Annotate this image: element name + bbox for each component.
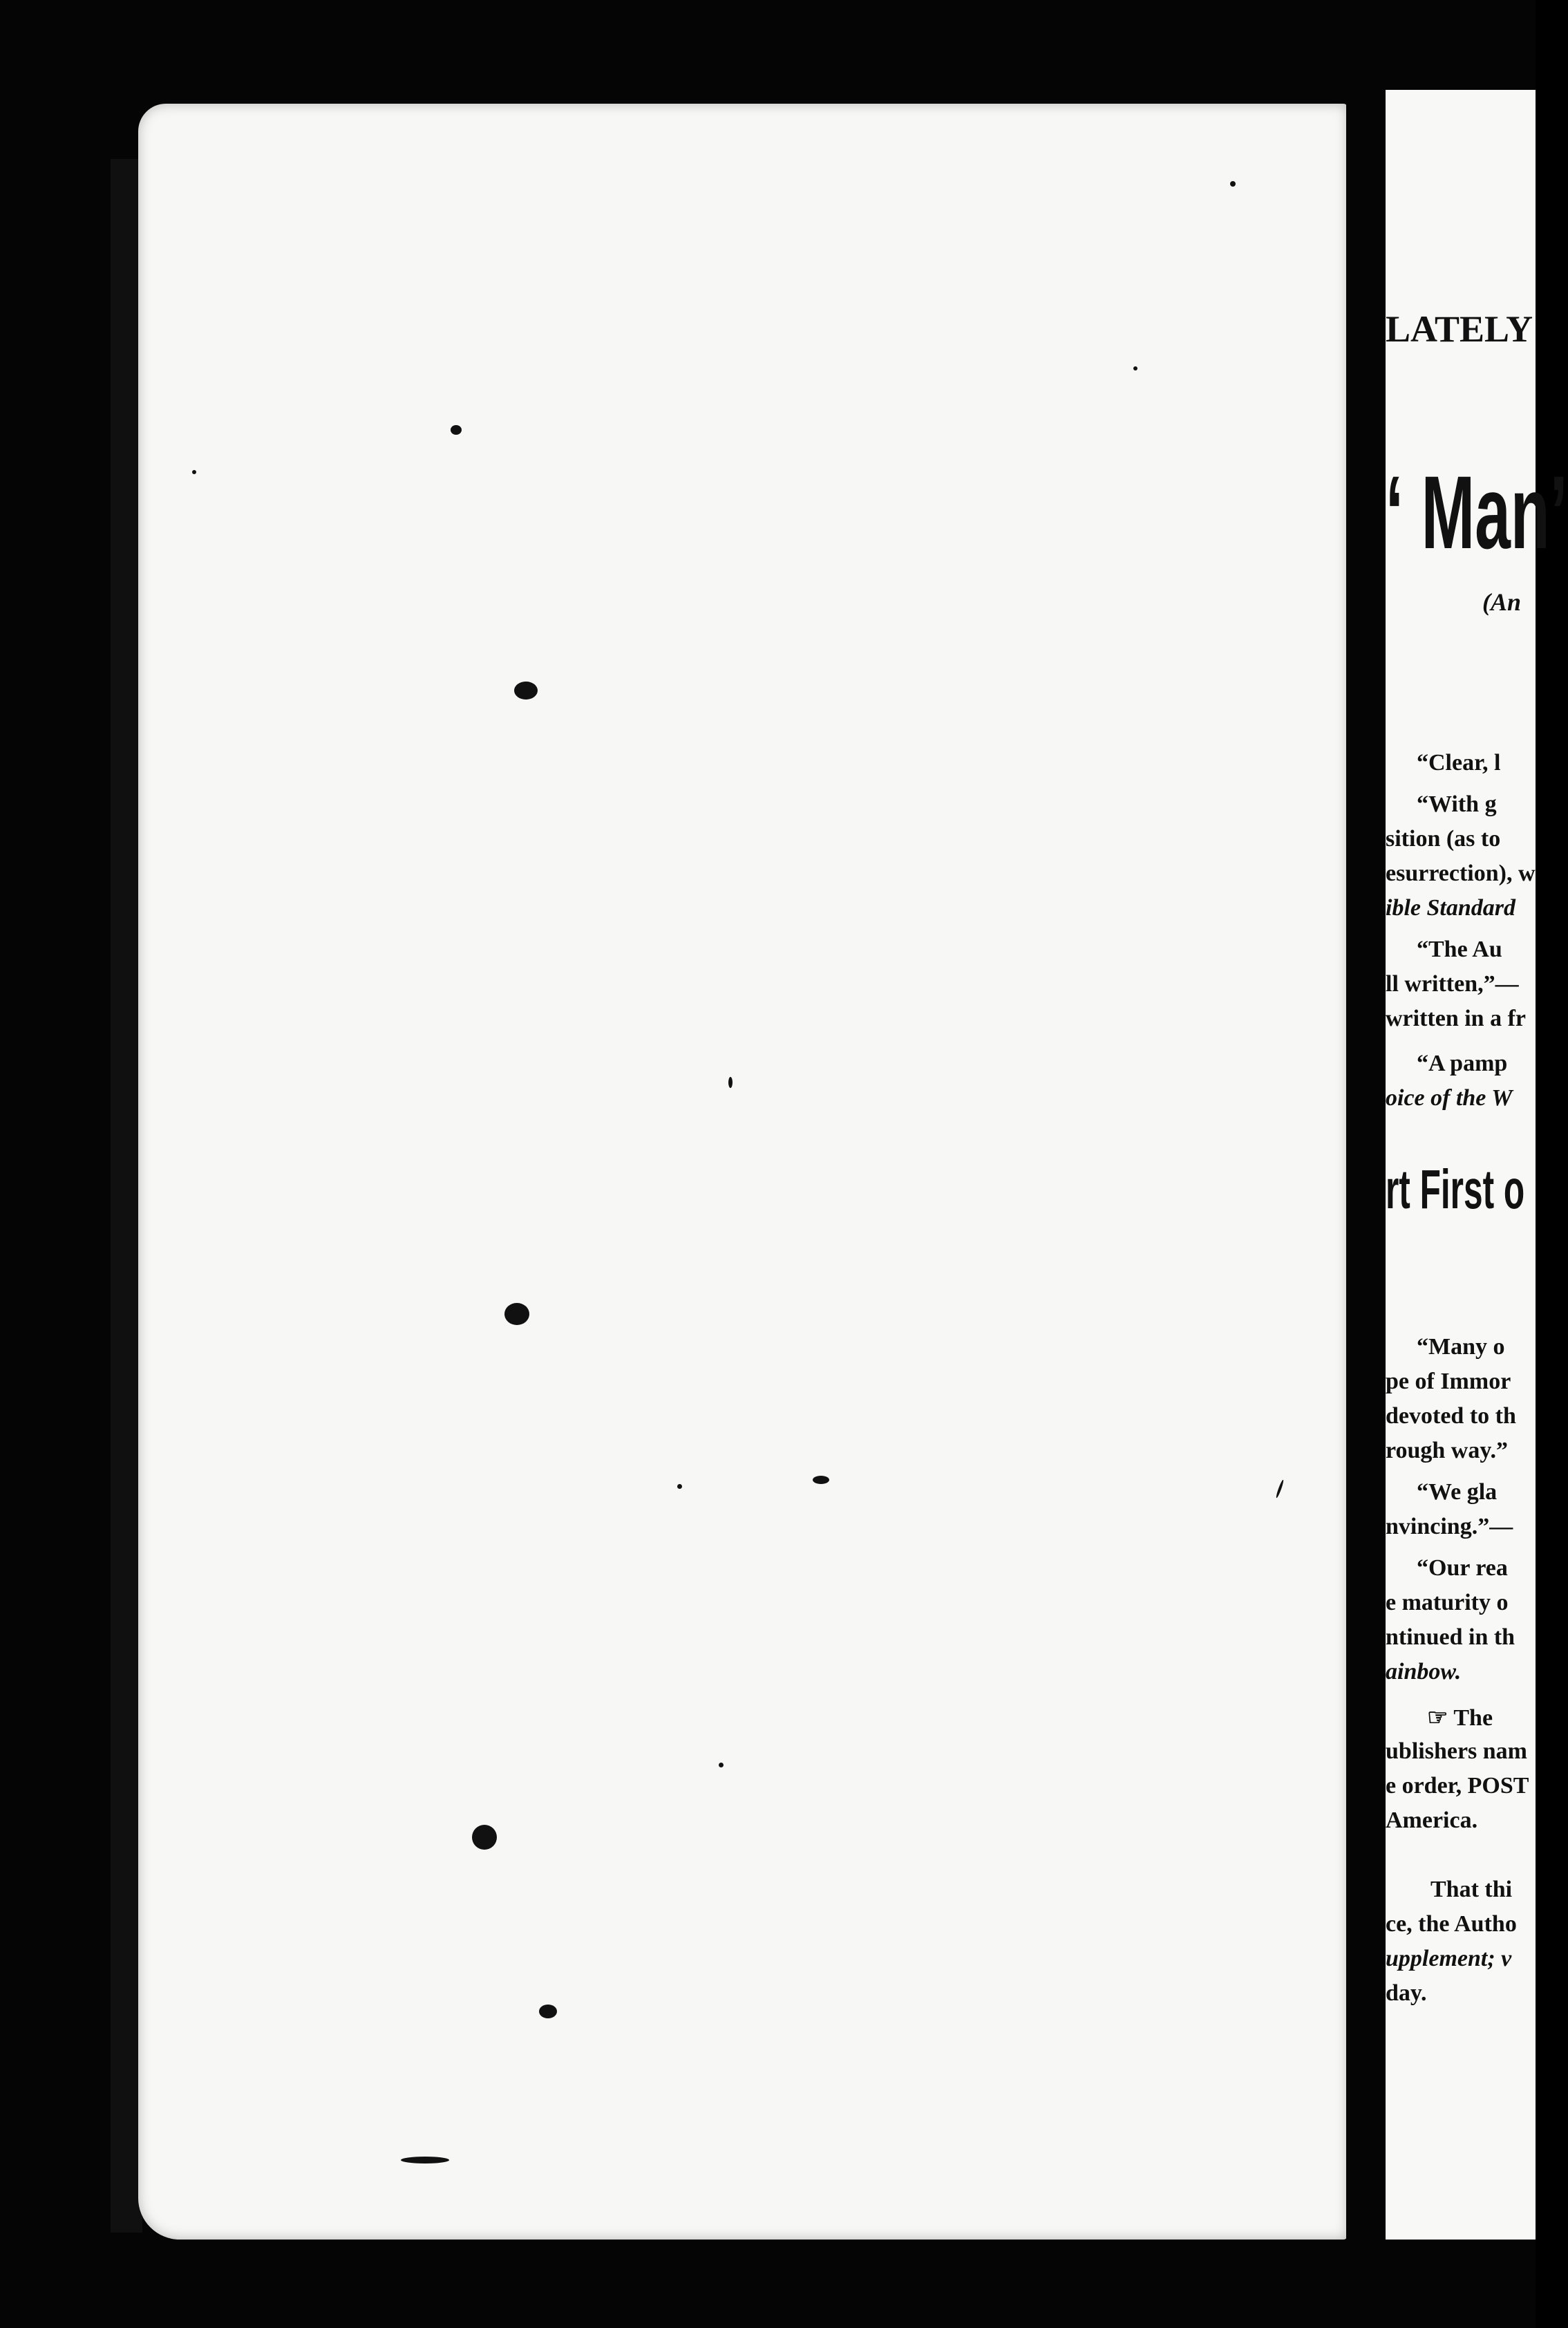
text-line: “Clear, l — [1417, 750, 1501, 776]
text-line: “The Au — [1417, 937, 1502, 962]
text-line: ublishers nam — [1386, 1738, 1527, 1764]
ink-speck — [1230, 181, 1236, 187]
text-line: pe of Immor — [1386, 1369, 1511, 1394]
ink-speck — [1275, 1479, 1284, 1499]
text-line: ce, the Autho — [1386, 1911, 1517, 1937]
blank-left-page — [138, 104, 1348, 2240]
ink-speck — [514, 682, 538, 700]
right-page-fragment — [1386, 90, 1568, 2240]
text-line: “A pamp — [1417, 1051, 1508, 1076]
ink-speck — [728, 1077, 733, 1088]
ink-speck — [677, 1484, 682, 1489]
text-line: devoted to th — [1386, 1403, 1516, 1429]
text-line: ible Standard — [1386, 895, 1515, 921]
text-line: “With g — [1417, 791, 1497, 817]
text-line: (An — [1482, 588, 1522, 616]
ink-speck — [504, 1303, 529, 1325]
ink-speck — [1133, 366, 1137, 370]
text-line: “Many o — [1417, 1334, 1505, 1360]
ink-speck — [719, 1763, 724, 1767]
text-line: rough way.” — [1386, 1438, 1508, 1463]
text-line: ‘ Man’ — [1386, 454, 1568, 570]
text-line: esurrection), w — [1386, 861, 1536, 886]
text-line: “We gla — [1417, 1479, 1498, 1505]
text-line: ainbow. — [1386, 1659, 1462, 1684]
text-line: sition (as to — [1386, 826, 1501, 852]
text-line: written in a fr — [1386, 1006, 1527, 1031]
text-line: nvincing.”— — [1386, 1514, 1513, 1539]
text-line: “Our rea — [1417, 1555, 1508, 1581]
ink-speck — [539, 2005, 557, 2018]
text-line: ☞ The — [1427, 1705, 1493, 1731]
ink-speck — [451, 425, 462, 435]
text-line: ll written,”— — [1386, 971, 1519, 997]
text-line: e maturity o — [1386, 1590, 1509, 1615]
ink-speck — [472, 1825, 497, 1850]
ink-speck — [813, 1476, 829, 1484]
text-line: America. — [1386, 1808, 1478, 1833]
text-line: day. — [1386, 1980, 1427, 2006]
text-line: upplement; v — [1386, 1946, 1512, 1971]
ink-speck — [192, 470, 196, 474]
text-line: ntinued in th — [1386, 1624, 1515, 1650]
text-line: rt First o — [1386, 1158, 1525, 1220]
text-line: LATELY — [1386, 308, 1533, 350]
ink-speck — [401, 2157, 449, 2163]
text-line: e order, POST — [1386, 1773, 1529, 1799]
text-line: oice of the W — [1386, 1085, 1513, 1111]
text-line: That thi — [1430, 1877, 1513, 1902]
